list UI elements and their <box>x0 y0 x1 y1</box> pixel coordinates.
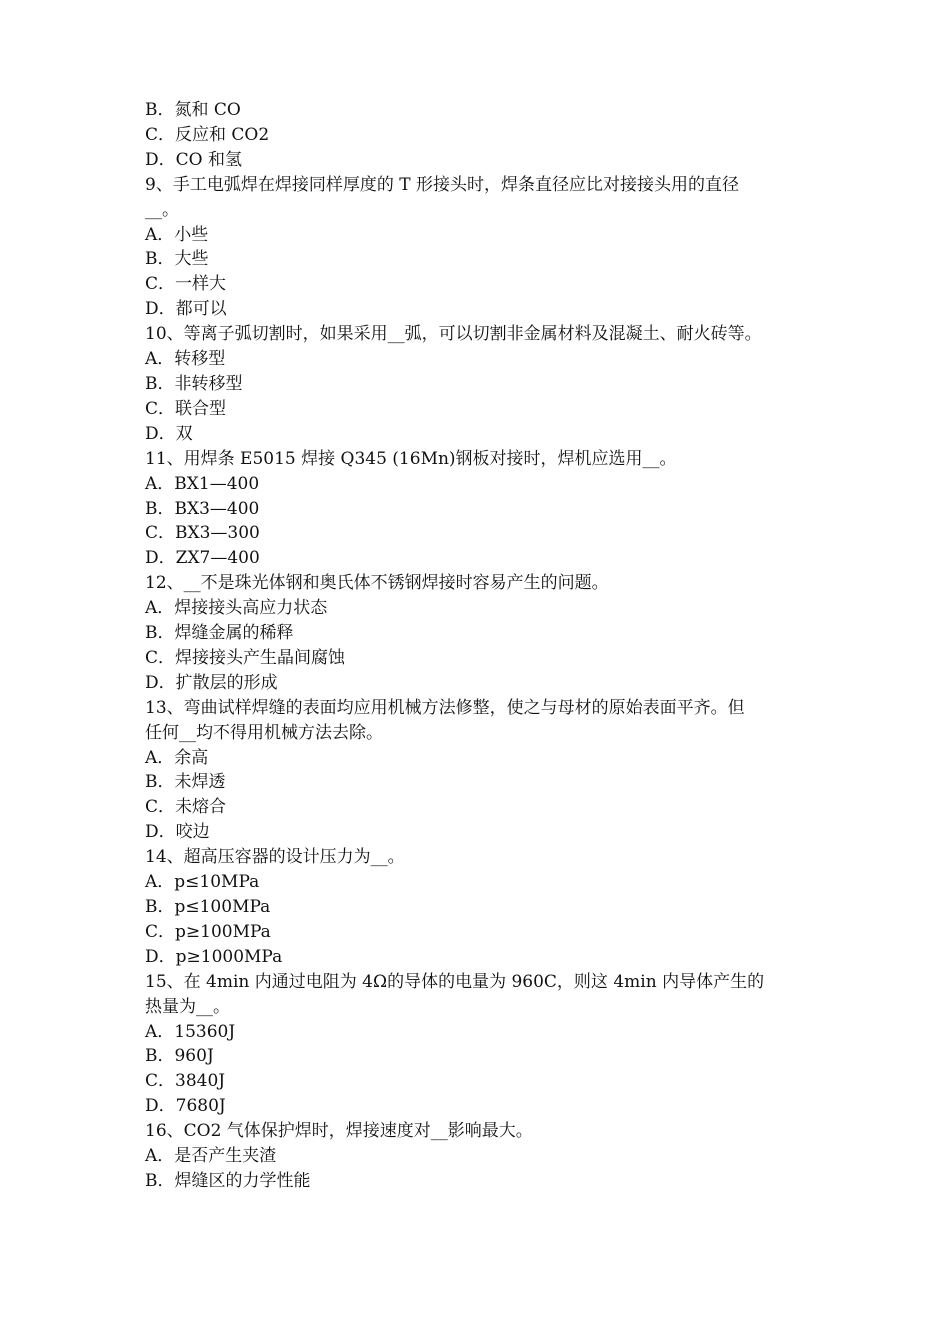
answer-option: B．焊缝区的力学性能 <box>145 1170 311 1191</box>
answer-option: C．焊接接头产生晶间腐蚀 <box>145 647 346 668</box>
answer-option: D．p≥1000MPa <box>145 946 283 967</box>
answer-option: A．小些 <box>145 224 209 245</box>
answer-option: A．是否产生夹渣 <box>145 1146 277 1167</box>
answer-option: D．扩散层的形成 <box>145 672 278 693</box>
answer-option: C．3840J <box>145 1071 226 1092</box>
answer-option: B．960J <box>145 1046 214 1067</box>
answer-option: B．大些 <box>145 249 209 270</box>
answer-option: D．都可以 <box>145 299 227 320</box>
question-text-line: 任何__均不得用机械方法去除。 <box>145 722 383 743</box>
answer-option: D．双 <box>145 423 193 444</box>
answer-option: B．p≤100MPa <box>145 897 271 917</box>
answer-option: D．7680J <box>145 1096 226 1117</box>
answer-option: D．ZX7—400 <box>145 548 260 569</box>
question-text-line: 11、用焊条 E5015 焊接 Q345 (16Mn)钢板对接时，焊机应选用__。 <box>145 448 677 469</box>
answer-option: A．BX1—400 <box>145 473 260 494</box>
answer-option: B．非转移型 <box>145 373 243 394</box>
answer-option: C．p≥100MPa <box>145 921 271 942</box>
document-page <box>145 98 810 1194</box>
answer-option: A．焊接接头高应力状态 <box>145 598 328 619</box>
question-text-line: 14、超高压容器的设计压力为__。 <box>145 847 405 868</box>
answer-option: A．余高 <box>145 747 209 768</box>
question-text-line: 9、手工电弧焊在焊接同样厚度的 T 形接头时，焊条直径应比对接接头用的直径 <box>145 174 739 195</box>
answer-option: C．一样大 <box>145 274 227 295</box>
answer-option: C．未熔合 <box>145 797 227 818</box>
answer-option: D．咬边 <box>145 822 210 843</box>
question-text-line: 热量为__。 <box>145 996 230 1017</box>
question-text-line: __。 <box>145 199 179 220</box>
answer-option: A．15360J <box>145 1021 236 1042</box>
answer-option: B．氮和 CO <box>145 100 241 120</box>
answer-option: B．BX3—400 <box>145 498 260 519</box>
answer-option: D．CO 和氢 <box>145 149 242 170</box>
answer-option: C．反应和 CO2 <box>145 124 270 145</box>
answer-option: B．未焊透 <box>145 772 226 793</box>
answer-option: C．联合型 <box>145 398 227 419</box>
answer-option: A．p≤10MPa <box>145 872 260 893</box>
answer-option: B．焊缝金属的稀释 <box>145 623 294 644</box>
answer-option: A．转移型 <box>145 349 226 370</box>
question-text-line: 16、CO2 气体保护焊时，焊接速度对__影响最大。 <box>145 1121 533 1142</box>
question-text-line: 15、在 4min 内通过电阻为 4Ω的导体的电量为 960C，则这 4min 内导体产生的 <box>145 971 765 992</box>
question-text-line: 13、弯曲试样焊缝的表面均应用机械方法修整，使之与母材的原始表面平齐。但 <box>145 697 745 718</box>
question-text-line: 12、__不是珠光体钢和奥氏体不锈钢焊接时容易产生的问题。 <box>145 573 609 594</box>
question-text-line: 10、等离子弧切割时，如果采用__弧，可以切割非金属材料及混凝土、耐火砖等。 <box>145 324 762 345</box>
answer-option: C．BX3—300 <box>145 523 260 544</box>
